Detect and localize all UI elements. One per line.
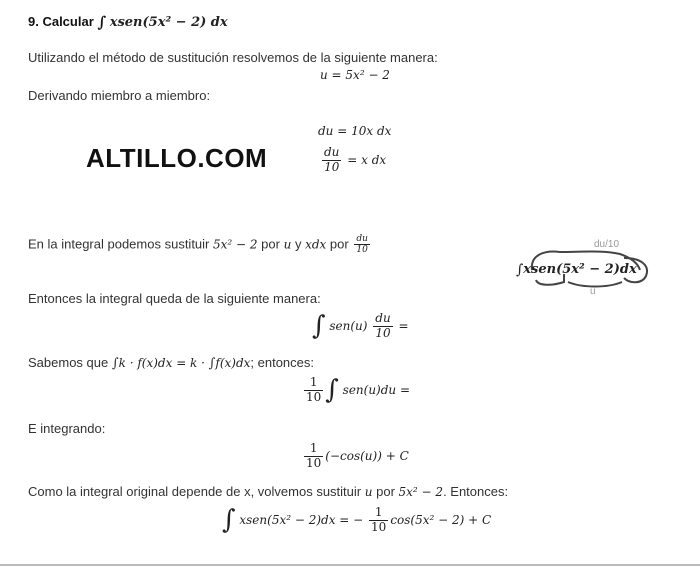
- frac-e-den: 10: [371, 519, 387, 534]
- final-sentence: [28, 484, 508, 499]
- fraction-1-10: [304, 376, 323, 405]
- equals-sign: =: [398, 318, 409, 333]
- frac-b-den: 10: [375, 325, 391, 340]
- frac-c-num: 1: [304, 376, 323, 391]
- frac-d-den: 10: [306, 455, 322, 470]
- frac-d-num: 1: [304, 442, 323, 457]
- sub-var-u: u: [283, 237, 292, 252]
- frac-e-num: 1: [369, 506, 388, 521]
- then-text: Entonces la integral queda de la siguiente manera:: [28, 291, 321, 306]
- known-rule-sentence: [28, 355, 314, 370]
- bottom-divider: [0, 564, 700, 566]
- integrated-result: [302, 442, 409, 471]
- fraction-rhs: = x dx: [347, 152, 387, 167]
- du-definition: du = 10x dx: [318, 124, 392, 138]
- watermark-altillo: ALTILLO.COM: [86, 143, 268, 173]
- frac-c-den: 10: [306, 389, 322, 404]
- annotation-integral-sign: ∫: [516, 261, 524, 278]
- integral-sign-6: ∫: [222, 505, 236, 536]
- substitution-sentence: [28, 234, 372, 256]
- annotation-expr-text: xsen(5x² − 2)dx: [523, 262, 637, 277]
- fraction-du-10-small: [354, 234, 370, 256]
- sub-text-3: y: [294, 236, 302, 252]
- sub-text-4: por: [329, 236, 349, 252]
- final-expr: 5x² − 2: [398, 485, 444, 499]
- rule-right: f(x)dx: [215, 356, 251, 370]
- fraction-1-10-b: [304, 442, 323, 471]
- final-result-equation: [222, 506, 491, 535]
- small-numerator: du: [356, 234, 368, 244]
- integral-one-tenth-sen: [302, 376, 410, 405]
- integrating-text: E integrando:: [28, 421, 106, 436]
- sub-var-xdx: xdx: [305, 237, 327, 252]
- final-text-3: . Entonces:: [443, 484, 509, 499]
- rule-left: k · f(x)dx = k ·: [118, 356, 205, 370]
- neg-cos-expr: (−cos(u)) + C: [325, 448, 409, 463]
- problem-title: [28, 14, 228, 30]
- know-text-2: ; entonces:: [250, 355, 315, 370]
- integral-sign-5: ∫: [325, 375, 339, 406]
- integral-sen-u-du10: [312, 312, 409, 341]
- fraction-du-10: [322, 146, 341, 175]
- integral-sign-4: ∫: [208, 356, 216, 372]
- u-definition: u = 5x² − 2: [320, 68, 390, 82]
- du-over-10-equation: [320, 146, 386, 175]
- integral-sign-3: ∫: [111, 356, 119, 372]
- annotation-u-label: u: [590, 286, 596, 297]
- frac-b-num: du: [375, 311, 391, 325]
- intro-text: Utilizando el método de sustitución resolvemos de la siguiente manera:: [28, 50, 438, 65]
- fraction-denominator: 10: [324, 159, 340, 174]
- sen-u-du: sen(u)du =: [342, 382, 411, 397]
- problem-number-label: 9. Calcular: [28, 14, 94, 29]
- fraction-1-10-c: [369, 506, 388, 535]
- sub-expr: 5x² − 2: [213, 237, 258, 252]
- derive-text: Derivando miembro a miembro:: [28, 88, 211, 103]
- final-rhs: cos(5x² − 2) + C: [390, 512, 492, 527]
- final-var-u: u: [364, 485, 373, 499]
- annotation-du10-label: du/10: [594, 239, 620, 250]
- final-text-2: por: [376, 484, 395, 499]
- final-text-1: Como la integral original depende de x, volvemos sustituir: [28, 484, 362, 499]
- sub-text-2: por: [261, 236, 280, 252]
- final-lhs: xsen(5x² − 2)dx = −: [239, 512, 364, 527]
- sen-u: sen(u): [329, 318, 368, 333]
- fraction-numerator: du: [324, 145, 340, 159]
- fraction-du-10-b: [373, 312, 392, 341]
- integral-sign: ∫: [97, 13, 107, 32]
- annotation-expression: [516, 262, 637, 277]
- small-denominator: 10: [356, 245, 368, 256]
- integral-sign-2: ∫: [312, 311, 326, 342]
- sub-text-1: En la integral podemos sustituir: [28, 236, 210, 252]
- problem-integrand: xsen(5x² − 2) dx: [109, 15, 228, 30]
- know-text-1: Sabemos que: [28, 355, 109, 370]
